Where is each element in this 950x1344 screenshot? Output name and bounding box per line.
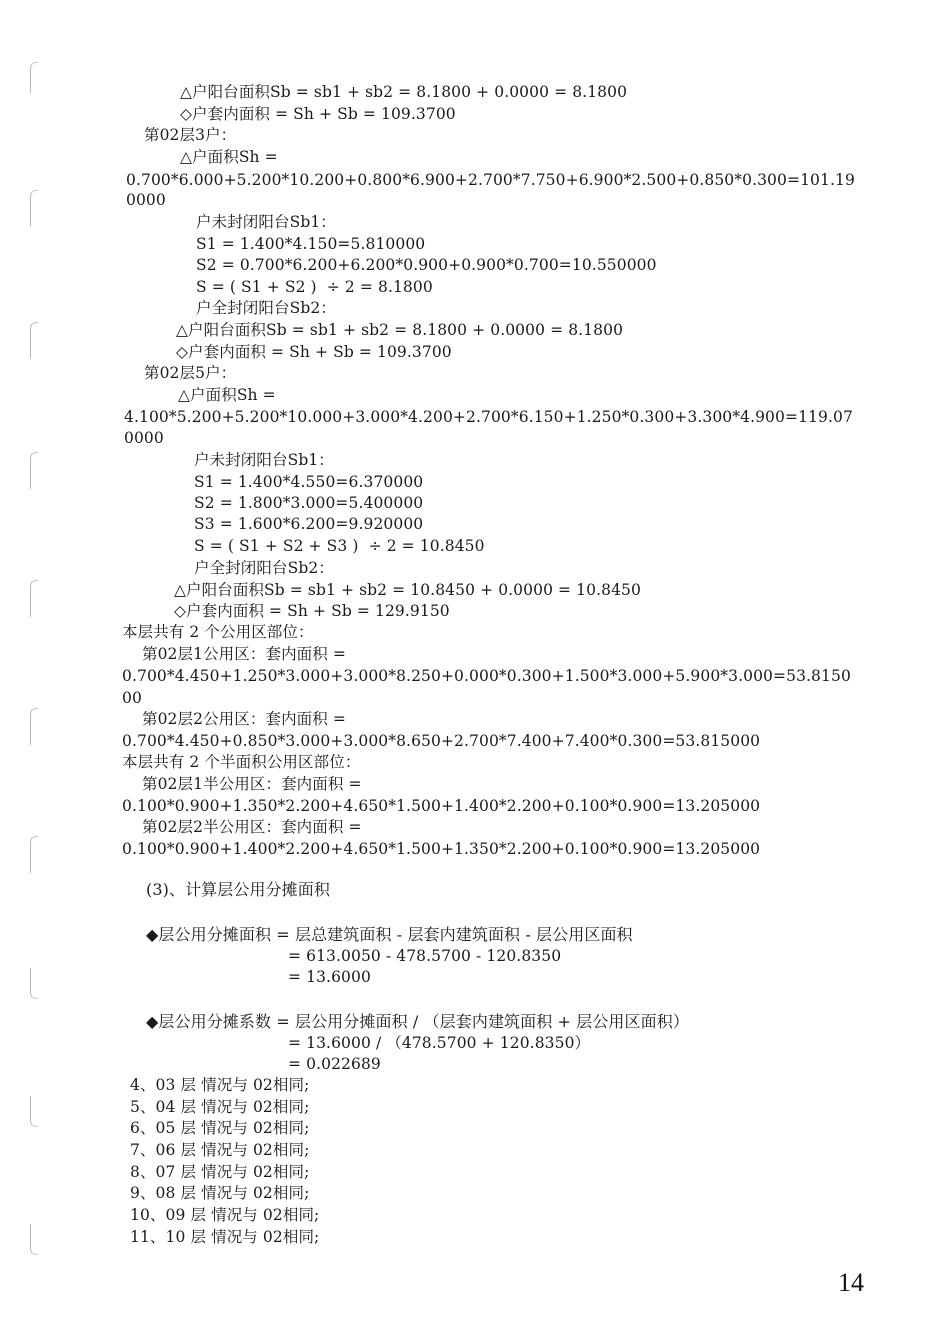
unit-inner-area-line: ◇户套内面积 = Sh + Sb = 129.9150	[174, 602, 450, 620]
binder-mark	[30, 1224, 38, 1255]
shared-coefficient-calc: = 13.6000 / （478.5700 + 120.8350）	[288, 1034, 591, 1052]
page-number: 14	[838, 1268, 864, 1297]
unit-area-formula-cont: 0000	[126, 191, 166, 209]
balcony-s3-line: S3 = 1.600*6.200=9.920000	[194, 515, 424, 533]
balcony-s2-line: S2 = 1.800*3.000=5.400000	[194, 494, 424, 512]
balcony-s2-line: S2 = 0.700*6.200+6.200*0.900+0.900*0.700=10.550000	[196, 256, 657, 274]
binder-mark	[30, 190, 38, 227]
unit-area-formula: 0.700*6.000+5.200*10.200+0.800*6.900+2.700*7.750+6.900*2.500+0.850*0.300=101.19	[126, 171, 855, 189]
shared-coefficient-formula: ◆层公用分摊系数 = 层公用分摊面积 / （层套内建筑面积 + 层公用区面积）	[146, 1012, 689, 1031]
public-area-formula-cont: 00	[122, 689, 142, 707]
balcony-area-line: △户阳台面积Sb = sb1 + sb2 = 8.1800 + 0.0000 = 8.1800	[180, 83, 628, 101]
half-public-area-formula: 0.100*0.900+1.350*2.200+4.650*1.500+1.400*2.200+0.100*0.900=13.205000	[122, 797, 761, 815]
floor-same-note: 6、05 层 情况与 02相同;	[130, 1119, 310, 1137]
public-area-heading: 第02层2公用区：套内面积 =	[142, 710, 346, 728]
binder-mark	[30, 580, 38, 617]
floor-same-note: 9、08 层 情况与 02相同;	[130, 1184, 310, 1202]
balcony-s-line: S = ( S1 + S2 + S3 ) ÷ 2 = 10.8450	[194, 537, 485, 555]
closed-balcony-heading: 户全封闭阳台Sb2：	[196, 299, 336, 317]
unit-inner-area-line: ◇户套内面积 = Sh + Sb = 109.3700	[180, 105, 456, 123]
binder-mark	[30, 62, 38, 93]
unit-area-label: △户面积Sh =	[178, 386, 276, 404]
shared-area-formula: ◆层公用分摊面积 = 层总建筑面积 - 层套内建筑面积 - 层公用区面积	[146, 925, 633, 944]
public-area-formula: 0.700*4.450+1.250*3.000+3.000*8.250+0.000*0.300+1.500*3.000+5.900*3.000=53.8150	[122, 667, 851, 685]
closed-balcony-heading: 户全封闭阳台Sb2：	[194, 559, 334, 577]
floor-same-note: 8、07 层 情况与 02相同;	[130, 1163, 310, 1181]
half-public-area-heading: 第02层1半公用区：套内面积 =	[142, 775, 362, 793]
half-public-area-heading: 第02层2半公用区：套内面积 =	[142, 818, 362, 836]
floor-same-note: 4、03 层 情况与 02相同;	[130, 1076, 310, 1094]
balcony-s-line: S = ( S1 + S2 ) ÷ 2 = 8.1800	[196, 278, 433, 296]
unit-area-formula-cont: 0000	[124, 429, 164, 447]
binder-mark	[30, 1096, 38, 1127]
open-balcony-heading: 户未封闭阳台Sb1：	[196, 213, 336, 231]
floor-same-note: 11、10 层 情况与 02相同;	[130, 1228, 320, 1246]
public-area-formula: 0.700*4.450+0.850*3.000+3.000*8.650+2.700*7.400+7.400*0.300=53.815000	[122, 732, 761, 750]
unit-heading: 第02层5户：	[144, 364, 237, 382]
floor-same-note: 5、04 层 情况与 02相同;	[130, 1098, 310, 1116]
public-area-summary: 本层共有 2 个公用区部位：	[122, 623, 314, 641]
binder-mark	[30, 968, 38, 999]
public-area-heading: 第02层1公用区：套内面积 =	[142, 645, 346, 663]
section-heading: (3)、计算层公用分摊面积	[146, 880, 330, 899]
unit-area-formula: 4.100*5.200+5.200*10.000+3.000*4.200+2.700*6.150+1.250*0.300+3.300*4.900=119.07	[124, 408, 853, 426]
floor-same-note: 10、09 层 情况与 02相同;	[130, 1206, 320, 1224]
open-balcony-heading: 户未封闭阳台Sb1：	[194, 451, 334, 469]
half-public-area-summary: 本层共有 2 个半面积公用区部位：	[122, 753, 361, 771]
half-public-area-formula: 0.100*0.900+1.400*2.200+4.650*1.500+1.350*2.200+0.100*0.900=13.205000	[122, 840, 761, 858]
balcony-s1-line: S1 = 1.400*4.550=6.370000	[194, 473, 424, 491]
unit-heading: 第02层3户：	[144, 126, 237, 144]
balcony-s1-line: S1 = 1.400*4.150=5.810000	[196, 235, 426, 253]
balcony-area-line: △户阳台面积Sb = sb1 + sb2 = 10.8450 + 0.0000 = 10.8450	[174, 581, 641, 599]
unit-area-label: △户面积Sh =	[180, 148, 278, 166]
binder-mark	[30, 836, 38, 873]
binder-mark	[30, 322, 38, 359]
shared-area-calc: = 613.0050 - 478.5700 - 120.8350	[288, 947, 562, 965]
unit-inner-area-line: ◇户套内面积 = Sh + Sb = 109.3700	[176, 343, 452, 361]
shared-coefficient-result: = 0.022689	[288, 1055, 381, 1073]
binder-mark	[30, 452, 38, 489]
shared-area-result: = 13.6000	[288, 968, 371, 986]
floor-same-note: 7、06 层 情况与 02相同;	[130, 1141, 310, 1159]
binder-mark	[30, 708, 38, 745]
balcony-area-line: △户阳台面积Sb = sb1 + sb2 = 8.1800 + 0.0000 = 8.1800	[176, 321, 624, 339]
